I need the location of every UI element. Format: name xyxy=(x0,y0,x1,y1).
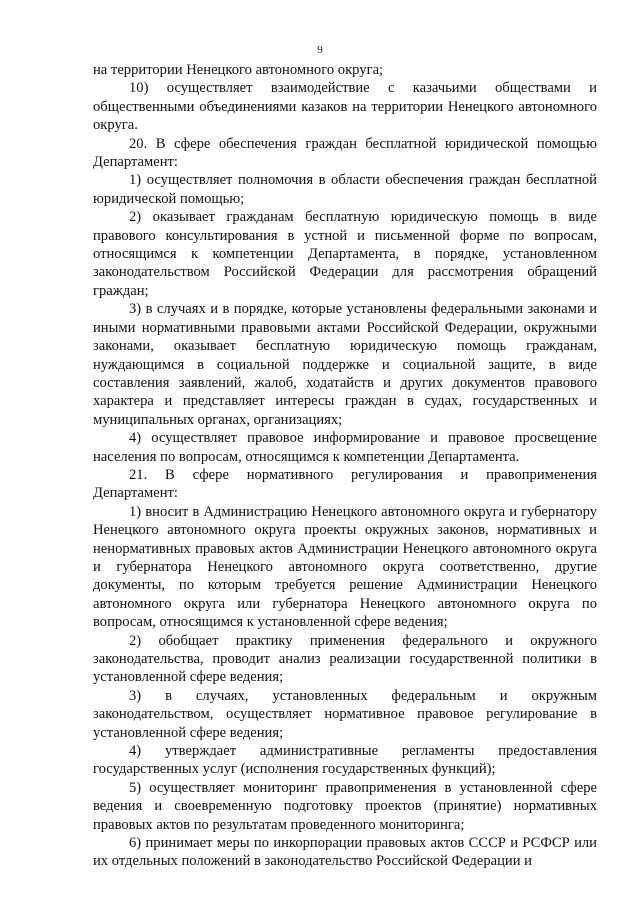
paragraph: 2) оказывает гражданам бесплатную юридическую помощь в виде правового консультирования в устной и письменной форме по вопросам, относящимся к компетенции Департамента, в порядке, установленном законодательством Российской Федерации для рассмотрения обращений граждан; xyxy=(93,209,597,299)
paragraph: 1) осуществляет полномочия в области обеспечения граждан бесплатной юридической помощью; xyxy=(93,172,597,207)
paragraph: 6) принимает меры по инкорпорации правовых актов СССР и РСФСР или их отдельных положений в законодательство Российской Федерации и xyxy=(93,835,597,870)
paragraph: 5) осуществляет мониторинг правоприменения в установленной сфере ведения и своевременную подготовку проектов (принятие) нормативных правовых актов по результатам проведенного мониторинга; xyxy=(93,779,597,833)
paragraph: 4) утверждает административные регламенты предоставления государственных услуг (исполнения государственных функций); xyxy=(93,743,597,778)
paragraph: на территории Ненецкого автономного округа; xyxy=(93,62,384,78)
paragraph: 21. В сфере нормативного регулирования и правоприменения Департамент: xyxy=(93,466,597,502)
paragraph: 10) осуществляет взаимодействие с казачьими обществами и общественными объединениями казаков на территории Ненецкого автономного округа. xyxy=(93,80,597,134)
paragraph: 20. В сфере обеспечения граждан бесплатной юридической помощью Департамент: xyxy=(93,135,597,171)
paragraph: 3) в случаях и в порядке, которые установлены федеральными законами и иными нормативными правовыми актами Российской Федерации, окружными законами, оказывает бесплатную юридическую помощь гражданам, нуждающимся в социальной поддержке и социальной защите, в виде составления заявлений, жалоб, ходатайств и других документов правового характера и представляет интересы граждан в судах, государственных и муниципальных органах, организациях; xyxy=(93,301,597,428)
paragraph: 1) вносит в Администрацию Ненецкого автономного округа и губернатору Ненецкого автономного округа проекты окружных законов, нормативных и ненормативных правовых актов Администрации Ненецкого автономного округа и губернатора Ненецкого автономного округа соответственно, другие документы, по которым требуется решение Администрации Ненецкого автономного округа или губернатора Ненецкого автономного округа по вопросам, относящимся к установленной сфере ведения; xyxy=(93,503,597,631)
document-body xyxy=(93,61,597,871)
paragraph: 2) обобщает практику применения федерального и окружного законодательства, проводит анализ реализации государственной политики в установленной сфере ведения; xyxy=(93,632,597,686)
page-number: 9 xyxy=(317,44,323,56)
paragraph: 4) осуществляет правовое информирование и правовое просвещение населения по вопросам, относящимся к компетенции Департамента. xyxy=(93,430,597,465)
paragraph: 3) в случаях, установленных федеральным и окружным законодательством, осуществляет нормативное правовое регулирование в установленной сфере ведения; xyxy=(93,687,597,741)
